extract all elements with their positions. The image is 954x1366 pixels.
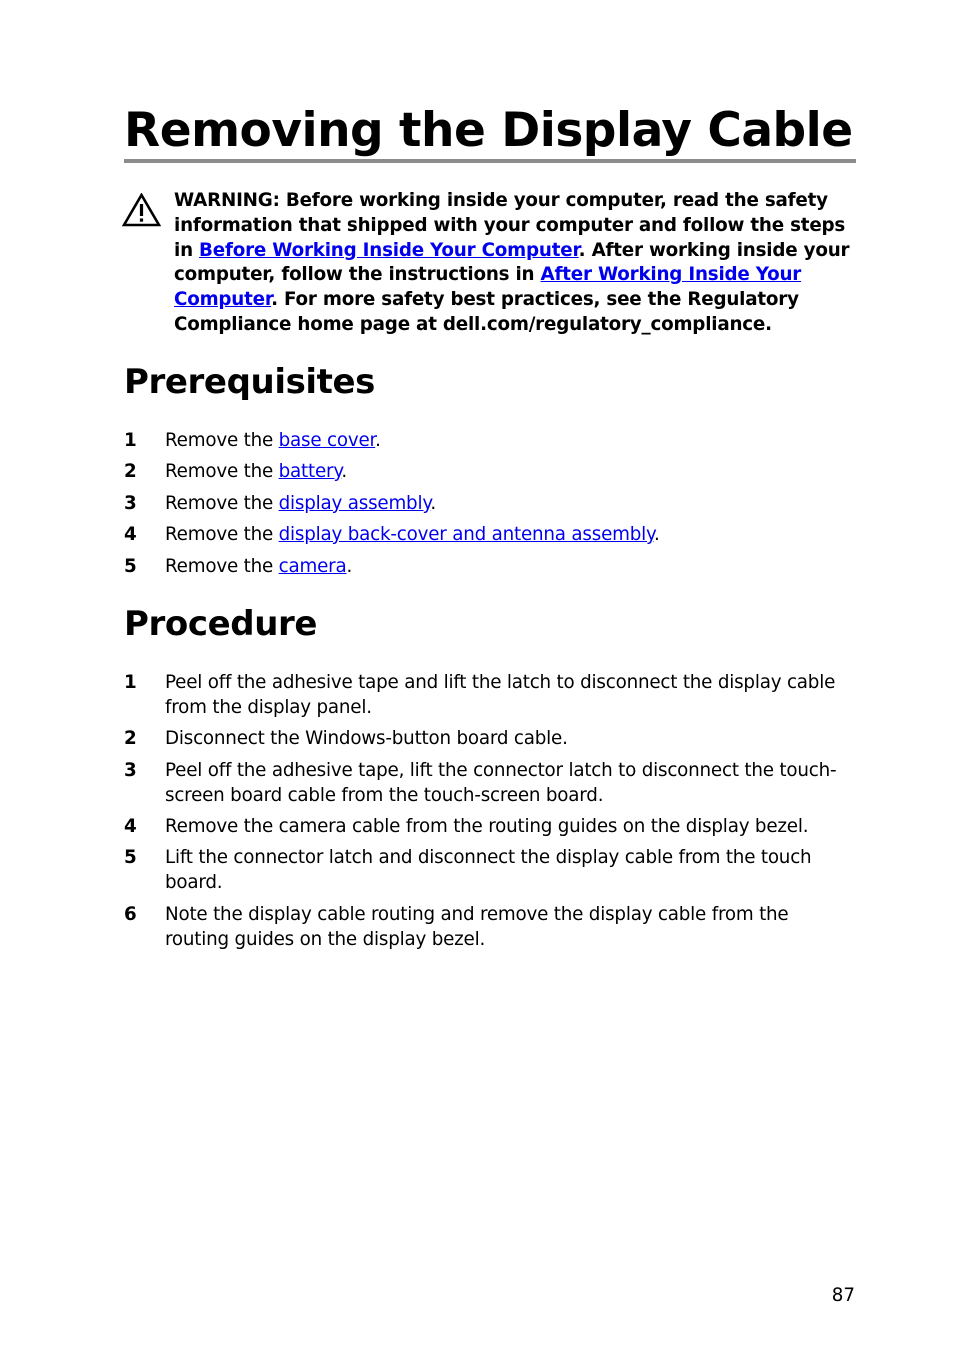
page-title: Removing the Display Cable: [124, 103, 853, 158]
prerequisite-step: [124, 492, 854, 517]
step-number: 1: [124, 672, 137, 693]
prerequisite-step: [124, 460, 854, 485]
step-text: Lift the connector latch and disconnect the display cable from the touch board.: [165, 847, 812, 893]
step-number: 6: [124, 904, 137, 925]
step-text: Remove the base cover.: [165, 430, 381, 451]
procedure-step: [124, 815, 854, 840]
step-text: Remove the display assembly.: [165, 493, 436, 514]
warning-notice: [174, 189, 854, 338]
step-number: 1: [124, 430, 137, 451]
step-text: Note the display cable routing and remove the display cable from the routing guides on the display bezel.: [165, 904, 789, 950]
step-number: 4: [124, 816, 137, 837]
step-number: 5: [124, 556, 137, 577]
step-text: Remove the camera.: [165, 556, 353, 577]
prerequisite-step: [124, 429, 854, 454]
link-display-back-cover[interactable]: display back-cover and antenna assembly: [278, 524, 655, 545]
link-battery[interactable]: battery: [278, 461, 342, 482]
procedure-heading: Procedure: [124, 604, 318, 644]
step-text: Peel off the adhesive tape and lift the latch to disconnect the display cable from the display panel.: [165, 672, 836, 718]
warning-text-2: . After working inside your computer, follow the instructions in: [174, 239, 850, 286]
warning-triangle-icon: [122, 193, 161, 227]
step-number: 4: [124, 524, 137, 545]
link-after-working-inside[interactable]: After Working Inside Your Computer: [174, 264, 802, 311]
title-underline: [124, 159, 856, 163]
prerequisites-heading: Prerequisites: [124, 362, 376, 402]
step-text: Remove the display back-cover and antenna assembly.: [165, 524, 660, 545]
warning-text-3: . For more safety best practices, see the Regulatory Compliance home page at dell.com/regulatory_compliance.: [174, 289, 799, 335]
procedure-step: [124, 727, 854, 752]
step-text: Remove the battery.: [165, 461, 347, 482]
link-before-working-inside[interactable]: Before Working Inside Your Computer: [199, 239, 579, 261]
step-number: 3: [124, 493, 137, 514]
procedure-step: [124, 671, 854, 721]
warning-text-1: WARNING: Before working inside your computer, read the safety information that shipped with your computer and follow the steps in: [174, 190, 846, 261]
step-text: Disconnect the Windows-button board cable.: [165, 728, 568, 749]
procedure-step: [124, 846, 854, 896]
link-camera[interactable]: camera: [278, 556, 347, 577]
prerequisite-step: [124, 555, 854, 580]
step-number: 2: [124, 728, 137, 749]
page-number: 87: [831, 1285, 855, 1306]
procedure-step: [124, 759, 854, 809]
link-base-cover[interactable]: base cover: [278, 430, 376, 451]
prerequisite-step: [124, 523, 854, 548]
step-number: 2: [124, 461, 137, 482]
step-number: 3: [124, 760, 137, 781]
step-number: 5: [124, 847, 137, 868]
step-text: Remove the camera cable from the routing guides on the display bezel.: [165, 816, 809, 837]
procedure-step: [124, 903, 854, 953]
step-text: Peel off the adhesive tape, lift the connector latch to disconnect the touch-screen board cable from the touch-screen board.: [165, 760, 837, 806]
link-display-assembly[interactable]: display assembly: [278, 493, 431, 514]
